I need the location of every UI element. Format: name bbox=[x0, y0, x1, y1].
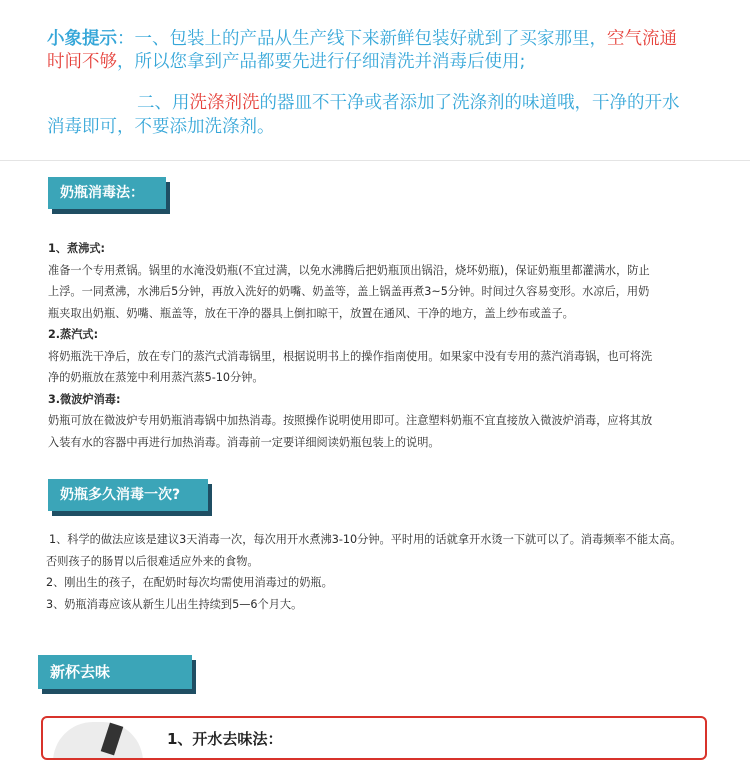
text-line: 2、刚出生的孩子，在配奶时每次均需使用消毒过的奶瓶。 bbox=[46, 576, 333, 589]
frequency-notes bbox=[46, 529, 706, 615]
tip-text: 二、用 bbox=[137, 93, 190, 113]
tip-highlight: 空气流通 bbox=[607, 29, 677, 49]
text-line: 否则孩子的肠胃以后很难适应外来的食物。 bbox=[46, 554, 259, 568]
text-line: 奶瓶可放在微波炉专用奶瓶消毒锅中加热消毒。按照操作说明使用即可。注意塑料奶瓶不宜直接放入微波炉消毒，应将其放 bbox=[48, 414, 653, 427]
section-heading-frequency: 奶瓶多久消毒一次? bbox=[48, 479, 208, 511]
tip-text: ：一、包装上的产品从生产线下来新鲜包装好就到了买家那里， bbox=[117, 29, 607, 49]
tip-highlight: 时间不够 bbox=[47, 52, 117, 72]
tip-label: 小象提示 bbox=[47, 29, 117, 49]
tip-line-4: 消毒即可，不要添加洗涤剂。 bbox=[47, 117, 275, 137]
tip-line-3 bbox=[47, 92, 737, 115]
divider bbox=[0, 160, 750, 161]
tip-text: ，所以您拿到产品都要先进行仔细清洗并消毒后使用; bbox=[117, 52, 526, 72]
text-line: 准备一个专用煮锅。锅里的水淹没奶瓶(不宜过满，以免水沸腾后把奶瓶顶出锅沿，烧坏奶瓶)，保证奶瓶里都灌满水，防止 bbox=[48, 263, 650, 277]
tip-line-2 bbox=[47, 51, 737, 74]
text-line: 上浮。一同煮沸，水沸后5分钟，再放入洗好的奶嘴、奶盖等，盖上锅盖再煮3~5分钟。时间过久容易变形。水凉后，用奶 bbox=[48, 285, 650, 298]
tips-block bbox=[0, 0, 750, 158]
product-image bbox=[53, 722, 143, 760]
text-line: 入装有水的容器中再进行加热消毒。消毒前一定要详细阅读奶瓶包装上的说明。 bbox=[48, 435, 440, 449]
deodorize-card bbox=[41, 716, 707, 760]
text-line: 将奶瓶洗干净后，放在专门的蒸汽式消毒锅里，根据说明书上的操作指南使用。如果家中没有专用的蒸汽消毒锅，也可将洗 bbox=[48, 349, 653, 363]
method-title-boil: 1、煮沸式: bbox=[48, 242, 106, 255]
tip-text: 的器皿不干净或者添加了洗涤剂的味道哦，干净的开水 bbox=[259, 93, 680, 113]
tip-highlight: 洗涤剂洗 bbox=[189, 93, 260, 113]
tip-line-1 bbox=[47, 28, 737, 51]
card-title: 1、开水去味法： bbox=[167, 730, 283, 748]
sterilize-methods bbox=[48, 238, 708, 453]
text-line: 瓶夹取出奶瓶、奶嘴、瓶盖等，放在干净的器具上倒扣晾干，放置在通风、干净的地方，盖上纱布或盖子。 bbox=[48, 306, 574, 320]
text-line: 1、科学的做法应该是建议3天消毒一次，每次用开水煮沸3-10分钟。平时用的话就拿开水烫一下就可以了。消毒频率不能太高。 bbox=[49, 533, 682, 546]
text-line: 净的奶瓶放在蒸笼中利用蒸汽蒸5-10分钟。 bbox=[48, 371, 264, 384]
section-heading-deodorize: 新杯去味 bbox=[38, 655, 192, 689]
section-heading-sterilize: 奶瓶消毒法： bbox=[48, 177, 166, 209]
method-title-microwave: 3.微波炉消毒: bbox=[48, 392, 121, 406]
method-title-steam: 2.蒸汽式: bbox=[48, 328, 99, 341]
text-line: 3、奶瓶消毒应该从新生儿出生持续到5—6个月大。 bbox=[46, 597, 303, 611]
